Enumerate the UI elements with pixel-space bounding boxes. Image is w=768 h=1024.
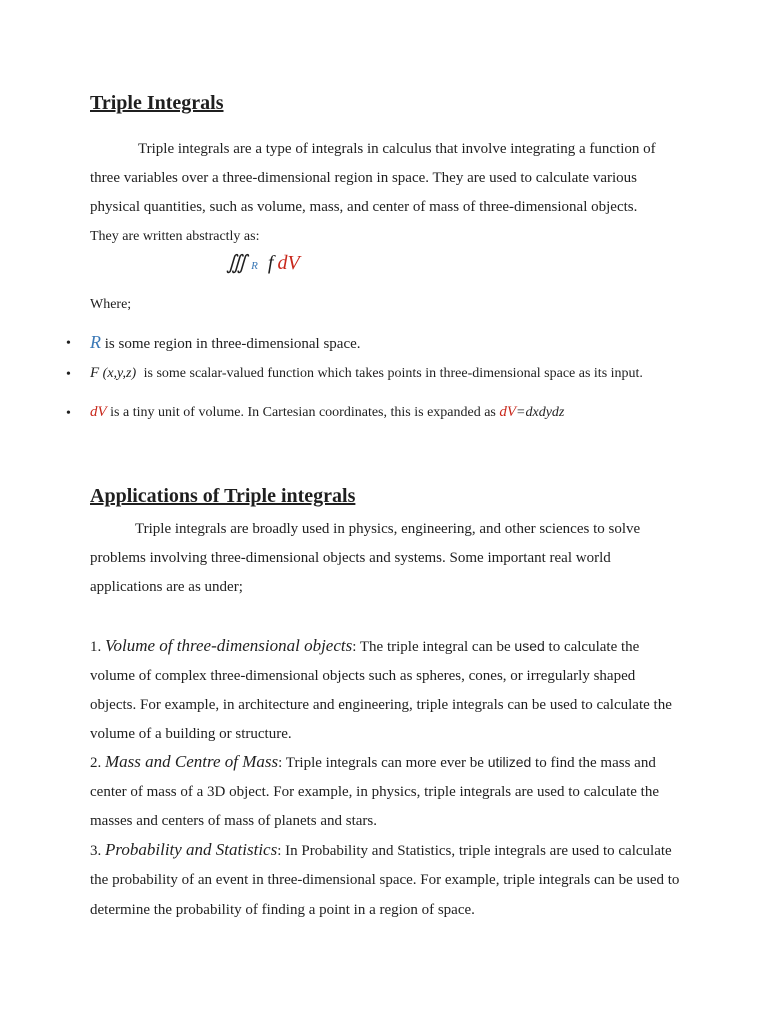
function-arguments: (x,y,z) bbox=[102, 366, 137, 381]
item-text-before: : Triple integrals can more ever be bbox=[278, 755, 488, 771]
bullet-dot: • bbox=[66, 406, 71, 421]
bullet-volume bbox=[90, 404, 564, 421]
bullet-function bbox=[90, 365, 643, 382]
function-description: is some scalar-valued function which takes points in three-dimensional space as its input. bbox=[143, 366, 643, 381]
application-item-2 bbox=[90, 747, 680, 836]
application-item-1 bbox=[90, 631, 680, 749]
section-title-triple-integrals: Triple Integrals bbox=[90, 92, 224, 114]
dv-expansion: =dxdydz bbox=[516, 405, 565, 420]
region-subscript: R bbox=[251, 260, 258, 272]
item-title: Mass and Centre of Mass bbox=[105, 752, 279, 771]
function-symbol-F: F bbox=[90, 365, 100, 381]
triple-integral-sign: ∭ bbox=[226, 252, 248, 274]
function-symbol: f bbox=[267, 252, 274, 274]
volume-element: dV bbox=[277, 252, 300, 274]
item-text-after: to calculate the volume of complex three-dimensional objects such as spheres, cones, or irregularly shaped objects. For example, in architecture and engineering, triple integrals can be used to calculate the volume of a building or structure. bbox=[90, 639, 672, 742]
dv-symbol-2: dV bbox=[499, 404, 517, 420]
item-number: 2. bbox=[90, 755, 102, 771]
section-title-applications: Applications of Triple integrals bbox=[90, 485, 356, 507]
applications-paragraph: Triple integrals are broadly used in physics, engineering, and other sciences to solve problems involving three-dimensional objects and systems. Some important real world applications are as under; bbox=[90, 521, 641, 595]
item-text-before: : The triple integral can be bbox=[352, 639, 515, 655]
abstract-line: They are written abstractly as: bbox=[90, 229, 260, 244]
bullet-dot: • bbox=[66, 336, 71, 351]
item-keyword: used bbox=[514, 638, 545, 654]
dv-description: is a tiny unit of volume. In Cartesian coordinates, this is expanded as bbox=[110, 405, 496, 420]
item-keyword: utilized bbox=[487, 754, 532, 770]
item-title: Volume of three-dimensional objects bbox=[105, 636, 353, 655]
where-label: Where; bbox=[90, 297, 132, 312]
dv-symbol: dV bbox=[90, 404, 107, 420]
region-symbol: R bbox=[90, 332, 101, 352]
item-text-after: to find the mass and center of mass of a 3D object. For example, in physics, triple integrals are used to calculate the masses and centers of mass of planets and stars. bbox=[90, 755, 659, 829]
item-number: 1. bbox=[90, 639, 102, 655]
item-text-before: : In Probability and Statistics, triple integrals are used to calculate the probability of an event in three-dimensional space. For example, triple integrals can be used to determine the probability of finding a point in a region of space. bbox=[90, 843, 680, 918]
bullet-region bbox=[90, 332, 361, 353]
intro-paragraph: Triple integrals are a type of integrals in calculus that involve integrating a function of three variables over a three-dimensional region in space. They are used to calculate various physical quantities, such as volume, mass, and center of mass of three-dimensional objects. bbox=[90, 141, 656, 215]
integral-formula bbox=[226, 250, 300, 275]
region-description: is some region in three-dimensional space. bbox=[104, 336, 361, 352]
item-title: Probability and Statistics bbox=[105, 840, 278, 859]
application-item-3 bbox=[90, 835, 680, 925]
bullet-dot: • bbox=[66, 367, 71, 382]
item-number: 3. bbox=[90, 843, 102, 859]
